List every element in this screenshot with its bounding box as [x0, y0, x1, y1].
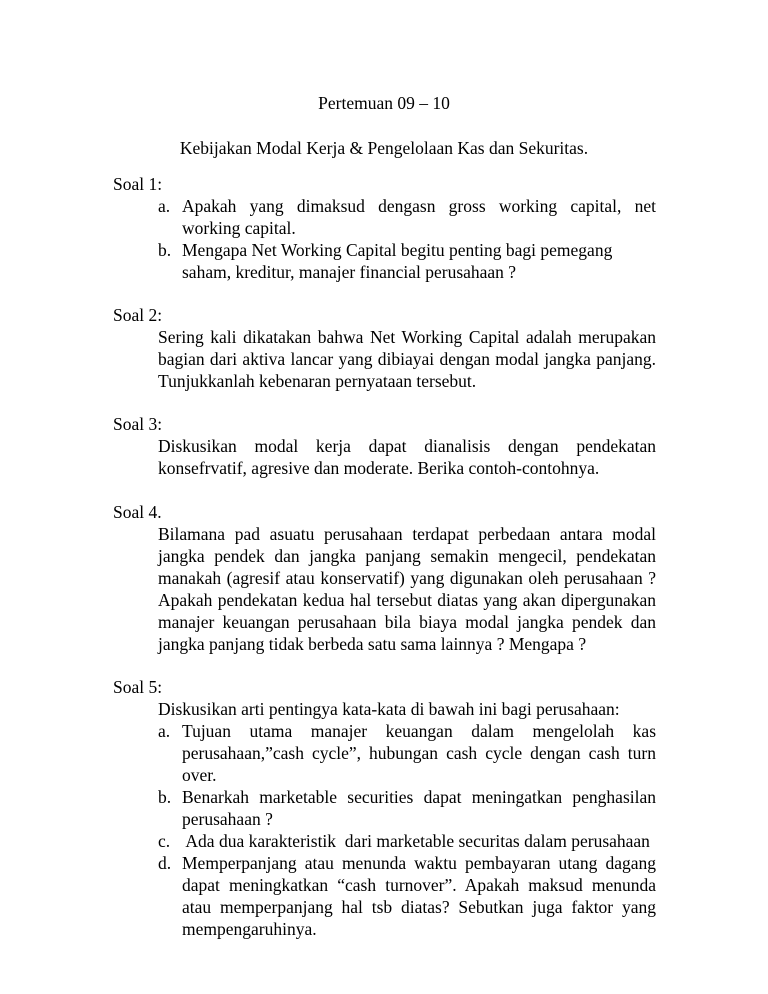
- soal-2-heading: Soal 2:: [113, 305, 163, 325]
- soal-1-heading: Soal 1:: [113, 174, 163, 194]
- item-label: b.: [158, 240, 172, 260]
- item-text: Ada dua karakteristik dari marketable securitas dalam perusahaan: [182, 831, 650, 851]
- soal-5-intro: Diskusikan arti pentingya kata-kata di bawah ini bagi perusahaan:: [158, 699, 620, 719]
- item-label: d.: [158, 853, 172, 873]
- page-subtitle: Kebijakan Modal Kerja & Pengelolaan Kas dan Sekuritas.: [179, 138, 589, 158]
- soal-5-heading: Soal 5:: [113, 677, 163, 697]
- soal-5-item-a: [158, 720, 656, 786]
- item-label: a.: [158, 721, 171, 741]
- soal-1-item-b: [158, 239, 656, 283]
- soal-1-item-a: [158, 195, 656, 239]
- item-text: Memperpanjang atau menunda waktu pembayaran utang dagang dapat meningkatkan “cash turnover”. Apakah maksud menunda atau memperpanjang hal tsb diatas? Sebutkan juga faktor yang mempengaruhinya.: [182, 853, 656, 939]
- item-text: Apakah yang dimaksud dengasn gross working capital, net working capital.: [182, 196, 656, 238]
- soal-4-heading: Soal 4.: [113, 502, 162, 522]
- soal-5-item-b: [158, 786, 656, 830]
- item-label: a.: [158, 196, 171, 216]
- soal-2-text: Sering kali dikatakan bahwa Net Working Capital adalah merupakan bagian dari aktiva lancar yang dibiayai dengan modal jangka panjang. Tunjukkanlah kebenaran pernyataan tersebut.: [158, 327, 656, 391]
- soal-3-heading: Soal 3:: [113, 414, 163, 434]
- soal-5-item-d: [158, 852, 656, 940]
- soal-3-text: Diskusikan modal kerja dapat dianalisis dengan pendekatan konsefrvatif, agresive dan moderate. Berika contoh-contohnya.: [158, 436, 656, 478]
- item-label: b.: [158, 787, 172, 807]
- item-text: Benarkah marketable securities dapat meningatkan penghasilan perusahaan ?: [182, 787, 656, 829]
- item-text: Tujuan utama manajer keuangan dalam mengelolah kas perusahaan,”cash cycle”, hubungan cash cycle dengan cash turn over.: [182, 721, 656, 785]
- item-text: Mengapa Net Working Capital begitu penting bagi pemegang saham, kreditur, manajer financial perusahaan ?: [182, 240, 613, 282]
- item-label: c.: [158, 831, 171, 851]
- soal-4-text: Bilamana pad asuatu perusahaan terdapat perbedaan antara modal jangka pendek dan jangka panjang semakin mengecil, pendekatan manakah (agresif atau konservatif) yang digunakan oleh perusahaan ? Apakah pendekatan kedua hal tersebut diatas yang akan dipergunakan manajer keuangan perusahaan bila biaya modal jangka pendek dan jangka panjang tidak berbeda satu sama lainnya ? Mengapa ?: [158, 524, 656, 654]
- page-title: Pertemuan 09 – 10: [318, 93, 450, 113]
- soal-5-item-c: [158, 830, 656, 852]
